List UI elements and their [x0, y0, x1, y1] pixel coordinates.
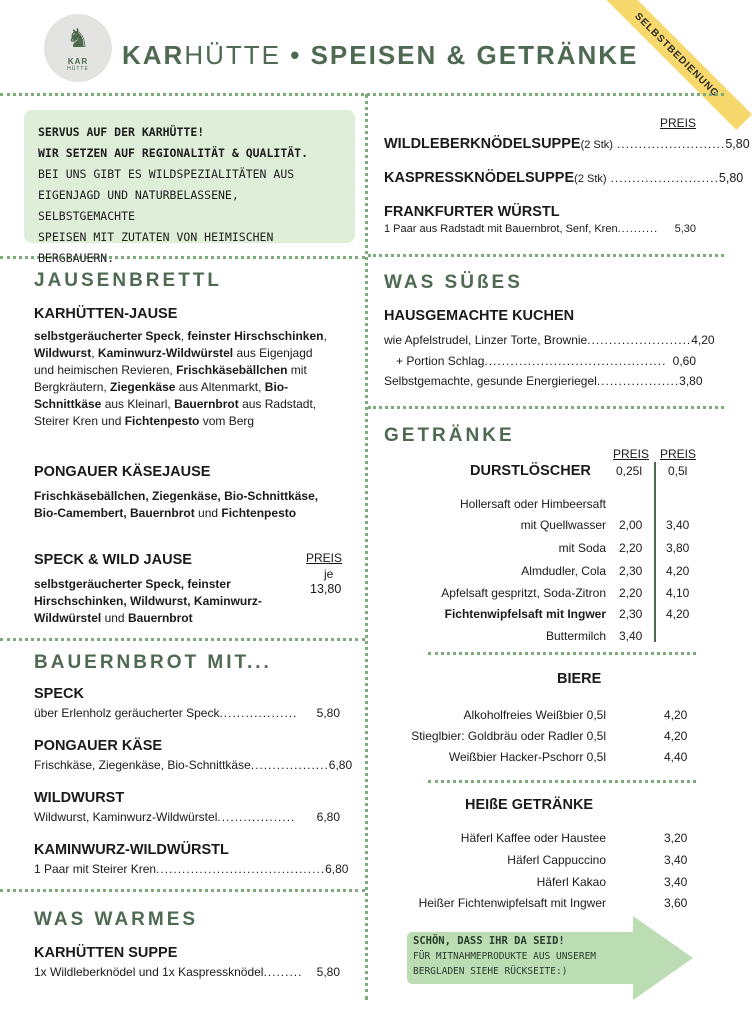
drink-price: 3,40 [664, 853, 688, 867]
subsection-title: DURSTLÖSCHER [470, 463, 591, 479]
title-rest: • SPEISEN & GETRÄNKE [281, 40, 639, 70]
item-price: 6,80 [325, 862, 349, 876]
divider [0, 638, 365, 641]
subsection-title: HEIßE GETRÄNKE [465, 797, 594, 813]
item-name: WILDLEBERKNÖDELSUPPE [384, 136, 581, 152]
menu-item-desc: über Erlenholz geräucherter Speck .................. 5,80 [34, 706, 340, 720]
item-desc: über Erlenholz geräucherter Speck [34, 706, 220, 720]
drink-name: Häferl Kakao [536, 875, 606, 889]
drink-name: Häferl Cappuccino [507, 853, 606, 867]
drink-name: mit Quellwasser [520, 518, 606, 532]
price-je: je [324, 567, 334, 581]
price-header: PREIS [660, 116, 697, 130]
size-label: 0,25l [616, 464, 643, 478]
section-title: GETRÄNKE [384, 425, 515, 446]
divider [428, 652, 696, 655]
footer-note [413, 934, 643, 979]
menu-item: WILDLEBERKNÖDELSUPPE (2 Stk) ......................... 5,80 [384, 136, 750, 152]
item-name: KARHÜTTEN SUPPE [34, 945, 178, 961]
footer-line: BERGLADEN SIEHE RÜCKSEITE:) [413, 966, 568, 977]
drink-name: Heißer Fichtenwipfelsaft mit Ingwer [418, 896, 606, 910]
item-name: KAMINWURZ-WILDWÜRSTL [34, 842, 229, 858]
item-name: SPECK & WILD JAUSE [34, 552, 192, 568]
item-name: WILDWURST [34, 790, 125, 806]
drink-price: 3,40 [664, 875, 688, 889]
selbstbedienung-banner: SELBSTBEDIENUNG [602, 0, 752, 130]
price-header: PREIS [613, 447, 650, 461]
welcome-line: WIR SETZEN AUF REGIONALITÄT & QUALITÄT. [38, 146, 309, 160]
drink-name: Hollersaft oder Himbeersaft [459, 497, 606, 511]
size-label: 0,5l [668, 464, 688, 478]
title-thin: HÜTTE [184, 40, 282, 70]
drink-name: Stieglbier: Goldbräu oder Radler 0,5l [411, 729, 606, 743]
deer-icon: ♞ [66, 22, 90, 53]
drink-price: 4,40 [664, 750, 688, 764]
welcome-line: SERVUS AUF DER KARHÜTTE! [38, 125, 205, 139]
item-price: 5,30 [674, 223, 696, 235]
item-qty: (2 Stk) [574, 173, 607, 185]
item-price: 6,80 [316, 810, 340, 824]
divider [368, 254, 724, 257]
subsection-title: BIERE [557, 671, 602, 687]
welcome-line: EIGENJAGD UND NATURBELASSENE, SELBSTGEMACHTE [38, 188, 239, 223]
item-price: 3,80 [679, 374, 703, 388]
item-price: 5,80 [725, 137, 750, 151]
section-title: JAUSENBRETTL [34, 270, 223, 291]
item-name: HAUSGEMACHTE KUCHEN [384, 308, 575, 324]
divider [0, 889, 365, 892]
item-name: KASPRESSKNÖDELSUPPE [384, 170, 575, 186]
menu-item-desc: 1 Paar mit Steirer Kren ....................................... 6,80 [34, 862, 349, 876]
item-price: 6,80 [328, 758, 353, 772]
item-desc: 1 Paar aus Radstadt mit Bauernbrot, Senf, Kren [384, 223, 618, 235]
price-header: PREIS [660, 447, 697, 461]
item-name: SPECK [34, 686, 84, 702]
item-desc: Frischkäse, Ziegenkäse, Bio-Schnittkäse [34, 758, 251, 772]
item-desc: wie Apfelstrudel, Linzer Torte, Brownie [384, 333, 588, 347]
item-name: KARHÜTTEN-JAUSE [34, 306, 178, 322]
drink-name: Buttermilch [545, 629, 606, 643]
drink-name: mit Soda [558, 541, 606, 555]
menu-item-desc: 1x Wildleberknödel und 1x Kaspressknödel ......... 5,80 [34, 965, 340, 979]
menu-item-desc: 1 Paar aus Radstadt mit Bauernbrot, Senf, Kren .......... 5,30 [384, 223, 696, 235]
drink-price: 4,10 [666, 586, 690, 600]
drink-price: 3,40 [666, 518, 690, 532]
drink-price: 2,30 [619, 607, 643, 621]
divider [0, 93, 724, 96]
title-bold: KAR [122, 40, 185, 70]
drink-price: 3,20 [664, 831, 688, 845]
divider-vertical [365, 94, 368, 1000]
drink-price: 4,20 [664, 729, 688, 743]
page-title [122, 40, 638, 71]
footer-line: SCHÖN, DASS IHR DA SEID! [413, 935, 565, 947]
item-price: 5,80 [316, 706, 340, 720]
logo-subtext: HÜTTE [67, 65, 89, 72]
drink-price: 4,20 [666, 607, 690, 621]
item-desc: selbstgeräucherter Speck, feinster Hirschschinken, Wildwurst, Kaminwurz-Wildwürstel und Bauernbrot [34, 577, 262, 625]
drink-name: Almdudler, Cola [521, 564, 606, 578]
drink-name: Häferl Kaffee oder Haustee [460, 831, 606, 845]
item-name: PONGAUER KÄSE [34, 738, 163, 754]
logo [44, 14, 112, 82]
drink-price: 3,40 [619, 629, 643, 643]
item-name: FRANKFURTER WÜRSTL [384, 204, 560, 220]
item-price: 4,20 [691, 333, 715, 347]
menu-item-desc: Wildwurst, Kaminwurz-Wildwürstel .................. 6,80 [34, 810, 340, 824]
column-divider [654, 462, 656, 642]
item-price: 5,80 [316, 965, 340, 979]
item-desc: Selbstgemachte, gesunde Energieriegel [384, 374, 597, 388]
section-title: WAS WARMES [34, 909, 199, 930]
divider [428, 780, 696, 783]
item-price: 13,80 [310, 582, 342, 596]
item-desc: + Portion Schlag [396, 354, 485, 368]
menu-item: KASPRESSKNÖDELSUPPE (2 Stk) ......................... 5,80 [384, 170, 744, 186]
drink-price: 4,20 [664, 708, 688, 722]
section-title: WAS SÜßES [384, 272, 523, 293]
item-desc: 1x Wildleberknödel und 1x Kaspressknödel [34, 965, 264, 979]
item-desc: selbstgeräucherter Speck, feinster Hirschschinken, Wildwurst, Kaminwurz-Wildwürstel aus Eigenjagd und heimischen Revieren, Frischkäsebällchen mit Bergkräutern, Ziegenkäse aus Altenmarkt, Bio-Schnittkäse aus Kleinarl, Bauernbrot aus Radstadt, Steirer Kren und Fichtenpesto vom Berg [34, 329, 327, 428]
drink-price: 2,20 [619, 541, 643, 555]
drink-price: 4,20 [666, 564, 690, 578]
drink-price: 3,80 [666, 541, 690, 555]
welcome-line: BEI UNS GIBT ES WILDSPEZIALITÄTEN AUS [38, 167, 295, 181]
menu-item-desc: + Portion Schlag .......................................... 0,60 [396, 354, 696, 368]
menu-item-desc: wie Apfelstrudel, Linzer Torte, Brownie ........................ 4,20 [384, 333, 715, 347]
menu-item-desc: Selbstgemachte, gesunde Energieriegel ................... 3,80 [384, 374, 703, 388]
menu-item-desc: Frischkäse, Ziegenkäse, Bio-Schnittkäse .................. 6,80 [34, 758, 353, 772]
welcome-line: SPEISEN MIT ZUTATEN VON HEIMISCHEN BERGBAUERN. [38, 230, 274, 265]
footer-line: FÜR MITNAHMEPRODUKTE AUS UNSEREM [413, 951, 597, 962]
section-title: BAUERNBROT MIT... [34, 652, 272, 673]
logo-text: KAR [67, 56, 89, 66]
item-desc: 1 Paar mit Steirer Kren [34, 862, 157, 876]
item-desc: Frischkäsebällchen, Ziegenkäse, Bio-Schnittkäse, Bio-Camembert, Bauernbrot und Fichtenpesto [34, 489, 319, 520]
drink-price: 2,00 [619, 518, 643, 532]
item-desc: Wildwurst, Kaminwurz-Wildwürstel [34, 810, 218, 824]
welcome-box [24, 110, 355, 265]
drink-name: Fichtenwipfelsaft mit Ingwer [444, 607, 606, 621]
drink-price: 2,20 [619, 586, 643, 600]
drink-price: 2,30 [619, 564, 643, 578]
drink-name: Weißbier Hacker-Pschorr 0,5l [448, 750, 606, 764]
price-header: PREIS [306, 551, 343, 565]
item-price: 0,60 [672, 354, 696, 368]
drink-name: Alkoholfreies Weißbier 0,5l [463, 708, 606, 722]
item-qty: (2 Stk) [580, 139, 613, 151]
item-name: PONGAUER KÄSEJAUSE [34, 464, 211, 480]
divider [368, 406, 724, 409]
drink-name: Apfelsaft gespritzt, Soda-Zitron [441, 586, 606, 600]
item-price: 5,80 [718, 171, 744, 185]
drink-price: 3,60 [664, 896, 688, 910]
